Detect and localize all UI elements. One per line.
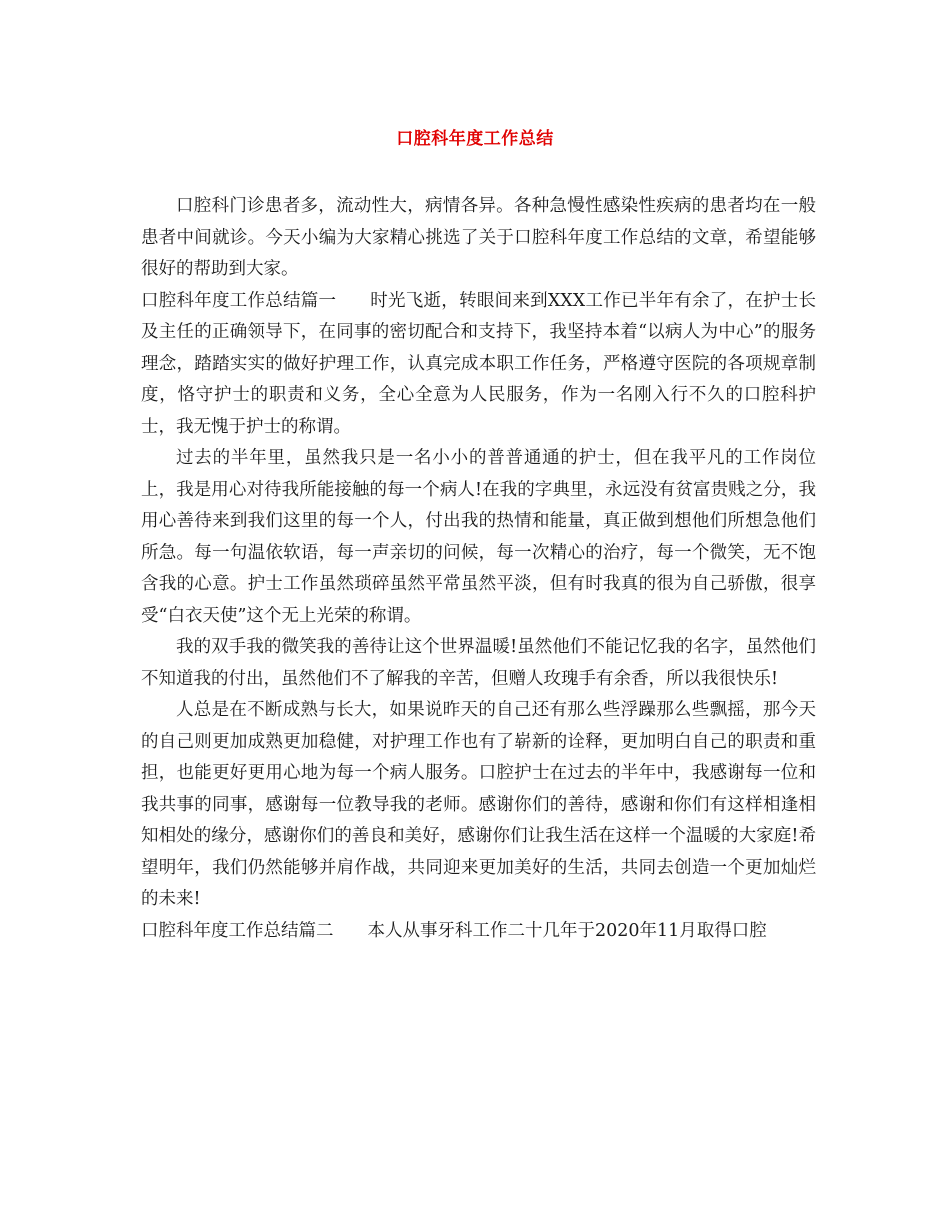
paragraph-intro — [141, 191, 816, 286]
paragraph-text: 我的双手我的微笑我的善待让这个世界温暖!虽然他们不能记忆我的名字，虽然他们不知道我的付出，虽然他们不了解我的辛苦，但赠人玫瑰手有余香，所以我很快乐! — [141, 637, 816, 689]
document-body — [141, 191, 816, 947]
paragraph-text: 时光飞逝，转眼间来到XXX工作已半年有余了，在护士长及主任的正确领导下，在同事的密切配合和支持下，我坚持本着“以病人为中心”的服务理念，踏踏实实的做好护理工作，认真完成本职工作任务，严格遵守医院的各项规章制度，恪守护士的职责和义务，全心全意为人民服务，作为一名刚入行不久的口腔科护士，我无愧于护士的称谓。 — [141, 290, 817, 437]
paragraph-text: 过去的半年里，虽然我只是一名小小的普普通通的护士，但在我平凡的工作岗位上，我是用心对待我所能接触的每一个病人!在我的字典里，永远没有贫富贵贱之分，我用心善待来到我们这里的每一个人，付出我的热情和能量，真正做到想他们所想急他们所急。每一句温依软语，每一声亲切的问候，每一次精心的治疗，每一个微笑，无不饱含我的心意。护士工作虽然琐碎虽然平常虽然平淡，但有时我真的很为自己骄傲，很享受“白衣天使”这个无上光荣的称谓。 — [141, 448, 816, 626]
paragraph-text: 口腔科门诊患者多，流动性大，病情各异。各种急慢性感染性疾病的患者均在一般患者中间就诊。今天小编为大家精心挑选了关于口腔科年度工作总结的文章，希望能够很好的帮助到大家。 — [141, 196, 816, 279]
paragraph-past-half-year — [141, 443, 816, 632]
paragraph-section-two — [141, 916, 816, 948]
paragraph-warm-world — [141, 632, 816, 695]
paragraph-text: 本人从事牙科工作二十几年于2020年11月取得口腔 — [367, 920, 767, 941]
paragraph-section-one — [141, 286, 816, 444]
paragraph-growing-up — [141, 695, 816, 916]
section-heading-two: 口腔科年度工作总结篇二 — [141, 920, 334, 941]
document-title: 口腔科年度工作总结 — [396, 129, 554, 149]
paragraph-text: 人总是在不断成熟与长大，如果说昨天的自己还有那么些浮躁那么些飘摇，那今天的自己则更加成熟更加稳健，对护理工作也有了崭新的诠释，更加明白自己的职责和重担，也能更好更用心地为每一个病人服务。口腔护士在过去的半年中，我感谢每一位和我共事的同事，感谢每一位教导我的老师。感谢你们的善待，感谢和你们有这样相逢相知相处的缘分，感谢你们的善良和美好，感谢你们让我生活在这样一个温暖的大家庭!希望明年，我们仍然能够并肩作战，共同迎来更加美好的生活，共同去创造一个更加灿烂的未来! — [141, 700, 816, 909]
section-heading-one: 口腔科年度工作总结篇一 — [141, 290, 337, 311]
